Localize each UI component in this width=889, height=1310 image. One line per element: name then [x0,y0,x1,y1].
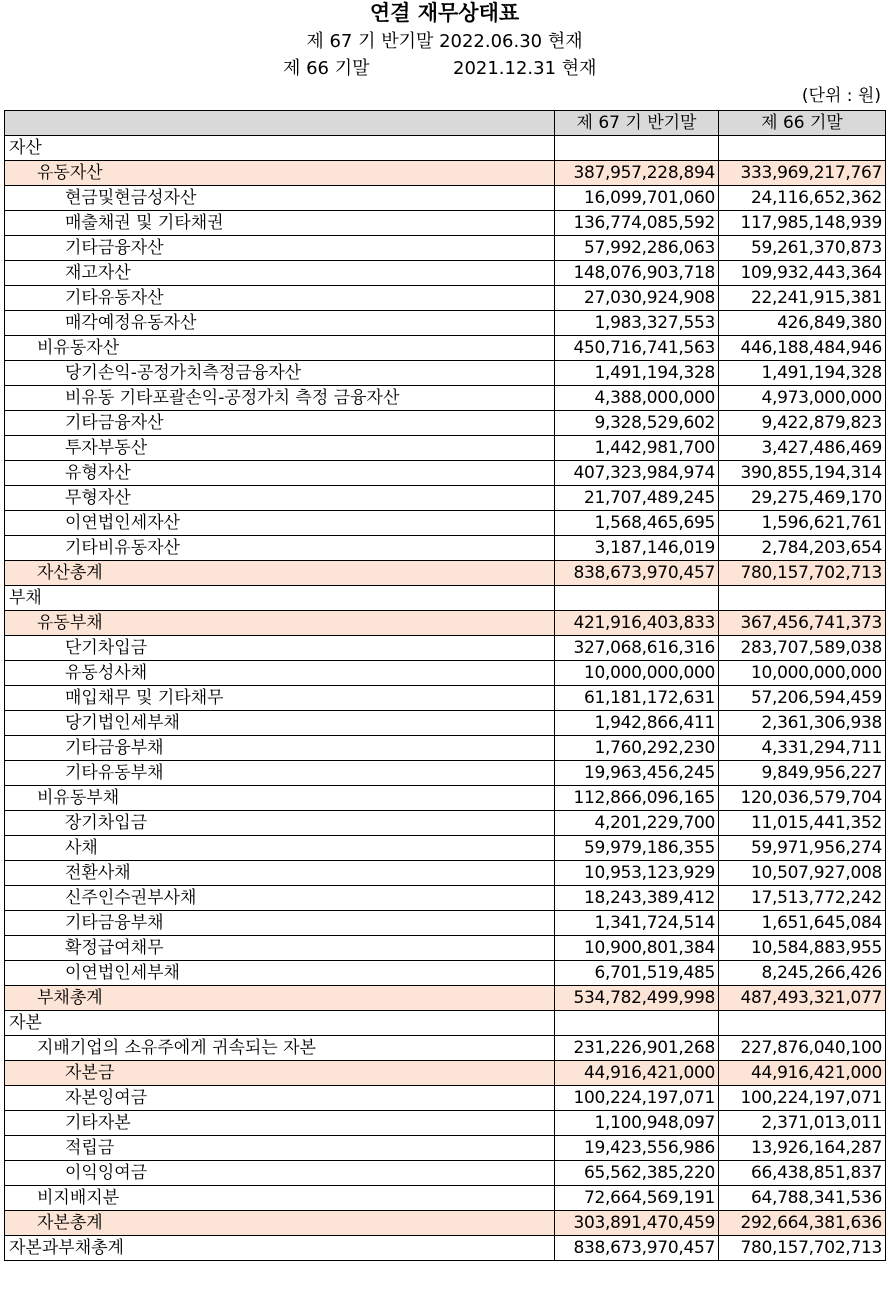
current-amount: 16,099,701,060 [555,186,719,211]
current-amount: 100,224,197,071 [555,1086,719,1111]
prior-amount: 227,876,040,100 [719,1036,886,1061]
table-row [5,561,886,586]
account-name: 기타금융자산 [5,411,555,436]
prior-amount: 10,584,883,955 [719,936,886,961]
table-row [5,811,886,836]
account-name: 비지배지분 [5,1186,555,1211]
account-name: 당기법인세부채 [5,711,555,736]
prior-amount: 4,973,000,000 [719,386,886,411]
current-amount: 72,664,569,191 [555,1186,719,1211]
prior-amount: 11,015,441,352 [719,811,886,836]
table-row [5,586,886,611]
prior-amount: 24,116,652,362 [719,186,886,211]
prior-amount: 2,784,203,654 [719,536,886,561]
table-row [5,636,886,661]
table-row [5,436,886,461]
current-amount: 1,442,981,700 [555,436,719,461]
account-name: 단기차입금 [5,636,555,661]
prior-amount: 64,788,341,536 [719,1186,886,1211]
account-name: 이연법인세자산 [5,511,555,536]
account-name: 비유동자산 [5,336,555,361]
table-row [5,711,886,736]
account-name: 지배기업의 소유주에게 귀속되는 자본 [5,1036,555,1061]
table-row [5,686,886,711]
prior-amount: 390,855,194,314 [719,461,886,486]
table-row [5,1111,886,1136]
current-amount: 19,423,556,986 [555,1136,719,1161]
prior-amount: 3,427,486,469 [719,436,886,461]
table-row [5,136,886,161]
prior-amount: 29,275,469,170 [719,486,886,511]
current-amount [555,586,719,611]
current-amount: 4,388,000,000 [555,386,719,411]
prior-amount: 59,971,956,274 [719,836,886,861]
prior-amount: 1,491,194,328 [719,361,886,386]
account-name: 이연법인세부채 [5,961,555,986]
table-row [5,911,886,936]
table-row [5,311,886,336]
account-name: 자본과부채총계 [5,1236,555,1261]
prior-amount: 57,206,594,459 [719,686,886,711]
account-name: 비유동부채 [5,786,555,811]
prior-amount: 59,261,370,873 [719,236,886,261]
account-name: 유동자산 [5,161,555,186]
table-row [5,611,886,636]
account-name: 투자부동산 [5,436,555,461]
prior-amount: 446,188,484,946 [719,336,886,361]
current-amount: 450,716,741,563 [555,336,719,361]
prior-amount: 4,331,294,711 [719,736,886,761]
current-amount: 44,916,421,000 [555,1061,719,1086]
account-name: 신주인수권부사채 [5,886,555,911]
current-amount: 387,957,228,894 [555,161,719,186]
account-name: 확정급여채무 [5,936,555,961]
table-row [5,511,886,536]
table-row [5,386,886,411]
prior-amount: 8,245,266,426 [719,961,886,986]
current-amount: 1,341,724,514 [555,911,719,936]
current-amount: 3,187,146,019 [555,536,719,561]
current-amount: 112,866,096,165 [555,786,719,811]
account-name: 현금및현금성자산 [5,186,555,211]
report-header [0,0,889,110]
table-row [5,461,886,486]
account-name: 기타비유동자산 [5,536,555,561]
current-amount: 1,760,292,230 [555,736,719,761]
table-row [5,661,886,686]
current-amount: 407,323,984,974 [555,461,719,486]
prior-amount: 283,707,589,038 [719,636,886,661]
account-name: 매입채무 및 기타채무 [5,686,555,711]
unit-label: (단위 : 원) [801,86,881,106]
account-name: 자본금 [5,1061,555,1086]
table-row [5,211,886,236]
table-row [5,1086,886,1111]
prior-amount [719,1011,886,1036]
header-prior-period: 제 66 기말 [719,111,886,136]
current-amount: 57,992,286,063 [555,236,719,261]
table-row [5,236,886,261]
prior-amount: 44,916,421,000 [719,1061,886,1086]
prior-amount [719,586,886,611]
prior-amount: 109,932,443,364 [719,261,886,286]
account-name: 유형자산 [5,461,555,486]
table-row [5,986,886,1011]
table-row [5,761,886,786]
table-row [5,1011,886,1036]
current-amount: 6,701,519,485 [555,961,719,986]
table-row [5,261,886,286]
prior-amount: 2,371,013,011 [719,1111,886,1136]
prior-amount: 780,157,702,713 [719,1236,886,1261]
current-amount: 838,673,970,457 [555,1236,719,1261]
account-name: 기타자본 [5,1111,555,1136]
current-amount: 1,942,866,411 [555,711,719,736]
account-name: 기타금융부채 [5,736,555,761]
account-name: 전환사채 [5,861,555,886]
current-amount: 838,673,970,457 [555,561,719,586]
prior-amount: 9,849,956,227 [719,761,886,786]
account-name: 유동부채 [5,611,555,636]
prior-amount: 10,000,000,000 [719,661,886,686]
account-name: 매출채권 및 기타채권 [5,211,555,236]
current-period: 제 67 기 반기말 2022.06.30 현재 [306,31,583,52]
account-name: 매각예정유동자산 [5,311,555,336]
current-amount: 148,076,903,718 [555,261,719,286]
prior-amount: 100,224,197,071 [719,1086,886,1111]
account-name: 사채 [5,836,555,861]
balance-sheet-table [4,110,886,1261]
account-name: 적립금 [5,1136,555,1161]
table-row [5,411,886,436]
prior-amount: 2,361,306,938 [719,711,886,736]
account-name: 자본잉여금 [5,1086,555,1111]
prior-amount: 17,513,772,242 [719,886,886,911]
prior-amount: 120,036,579,704 [719,786,886,811]
current-amount: 534,782,499,998 [555,986,719,1011]
current-amount [555,1011,719,1036]
table-row [5,336,886,361]
account-name: 기타금융자산 [5,236,555,261]
table-body [5,136,886,1261]
account-name: 비유동 기타포괄손익-공정가치 측정 금융자산 [5,386,555,411]
prior-amount: 1,651,645,084 [719,911,886,936]
table-row [5,786,886,811]
current-amount: 10,000,000,000 [555,661,719,686]
table-row [5,1136,886,1161]
account-name: 기타유동부채 [5,761,555,786]
table-row [5,961,886,986]
current-amount: 421,916,403,833 [555,611,719,636]
prior-amount: 117,985,148,939 [719,211,886,236]
prior-amount: 333,969,217,767 [719,161,886,186]
account-name: 유동성사채 [5,661,555,686]
table-row [5,861,886,886]
prior-amount: 10,507,927,008 [719,861,886,886]
table-row [5,161,886,186]
prior-amount: 292,664,381,636 [719,1211,886,1236]
table-row [5,1061,886,1086]
current-amount [555,136,719,161]
prior-amount: 426,849,380 [719,311,886,336]
account-name: 자본총계 [5,1211,555,1236]
prior-amount: 13,926,164,287 [719,1136,886,1161]
table-row [5,836,886,861]
table-row [5,1161,886,1186]
current-amount: 1,983,327,553 [555,311,719,336]
account-name: 장기차입금 [5,811,555,836]
current-amount: 10,953,123,929 [555,861,719,886]
prior-amount: 780,157,702,713 [719,561,886,586]
table-row [5,1236,886,1261]
current-amount: 10,900,801,384 [555,936,719,961]
account-name: 이익잉여금 [5,1161,555,1186]
current-amount: 4,201,229,700 [555,811,719,836]
table-row [5,1211,886,1236]
current-amount: 9,328,529,602 [555,411,719,436]
account-name: 기타유동자산 [5,286,555,311]
prior-amount: 1,596,621,761 [719,511,886,536]
account-name: 기타금융부채 [5,911,555,936]
table-row [5,186,886,211]
current-amount: 1,491,194,328 [555,361,719,386]
account-name: 당기손익-공정가치측정금융자산 [5,361,555,386]
table-row [5,536,886,561]
current-amount: 1,568,465,695 [555,511,719,536]
table-header-row [5,111,886,136]
account-name: 부채 [5,586,555,611]
current-amount: 21,707,489,245 [555,486,719,511]
report-title: 연결 재무상태표 [369,1,520,25]
current-amount: 18,243,389,412 [555,886,719,911]
header-current-period: 제 67 기 반기말 [555,111,719,136]
table-row [5,936,886,961]
table-row [5,1186,886,1211]
current-amount: 327,068,616,316 [555,636,719,661]
current-amount: 136,774,085,592 [555,211,719,236]
account-name: 재고자산 [5,261,555,286]
table-row [5,736,886,761]
account-name: 부채총계 [5,986,555,1011]
table-row [5,361,886,386]
current-amount: 27,030,924,908 [555,286,719,311]
current-amount: 303,891,470,459 [555,1211,719,1236]
account-name: 자산총계 [5,561,555,586]
table-row [5,886,886,911]
account-name: 자본 [5,1011,555,1036]
current-amount: 61,181,172,631 [555,686,719,711]
current-amount: 65,562,385,220 [555,1161,719,1186]
account-name: 자산 [5,136,555,161]
prior-amount: 487,493,321,077 [719,986,886,1011]
current-amount: 231,226,901,268 [555,1036,719,1061]
table-row [5,486,886,511]
prior-period-label: 제 66 기말 [283,58,370,79]
current-amount: 19,963,456,245 [555,761,719,786]
account-name: 무형자산 [5,486,555,511]
prior-period-date: 2021.12.31 현재 [453,58,597,79]
prior-amount: 9,422,879,823 [719,411,886,436]
prior-period [283,57,597,81]
table-row [5,1036,886,1061]
current-amount: 1,100,948,097 [555,1111,719,1136]
prior-amount: 66,438,851,837 [719,1161,886,1186]
prior-amount: 22,241,915,381 [719,286,886,311]
header-account [5,111,555,136]
prior-amount [719,136,886,161]
current-amount: 59,979,186,355 [555,836,719,861]
table-row [5,286,886,311]
prior-amount: 367,456,741,373 [719,611,886,636]
